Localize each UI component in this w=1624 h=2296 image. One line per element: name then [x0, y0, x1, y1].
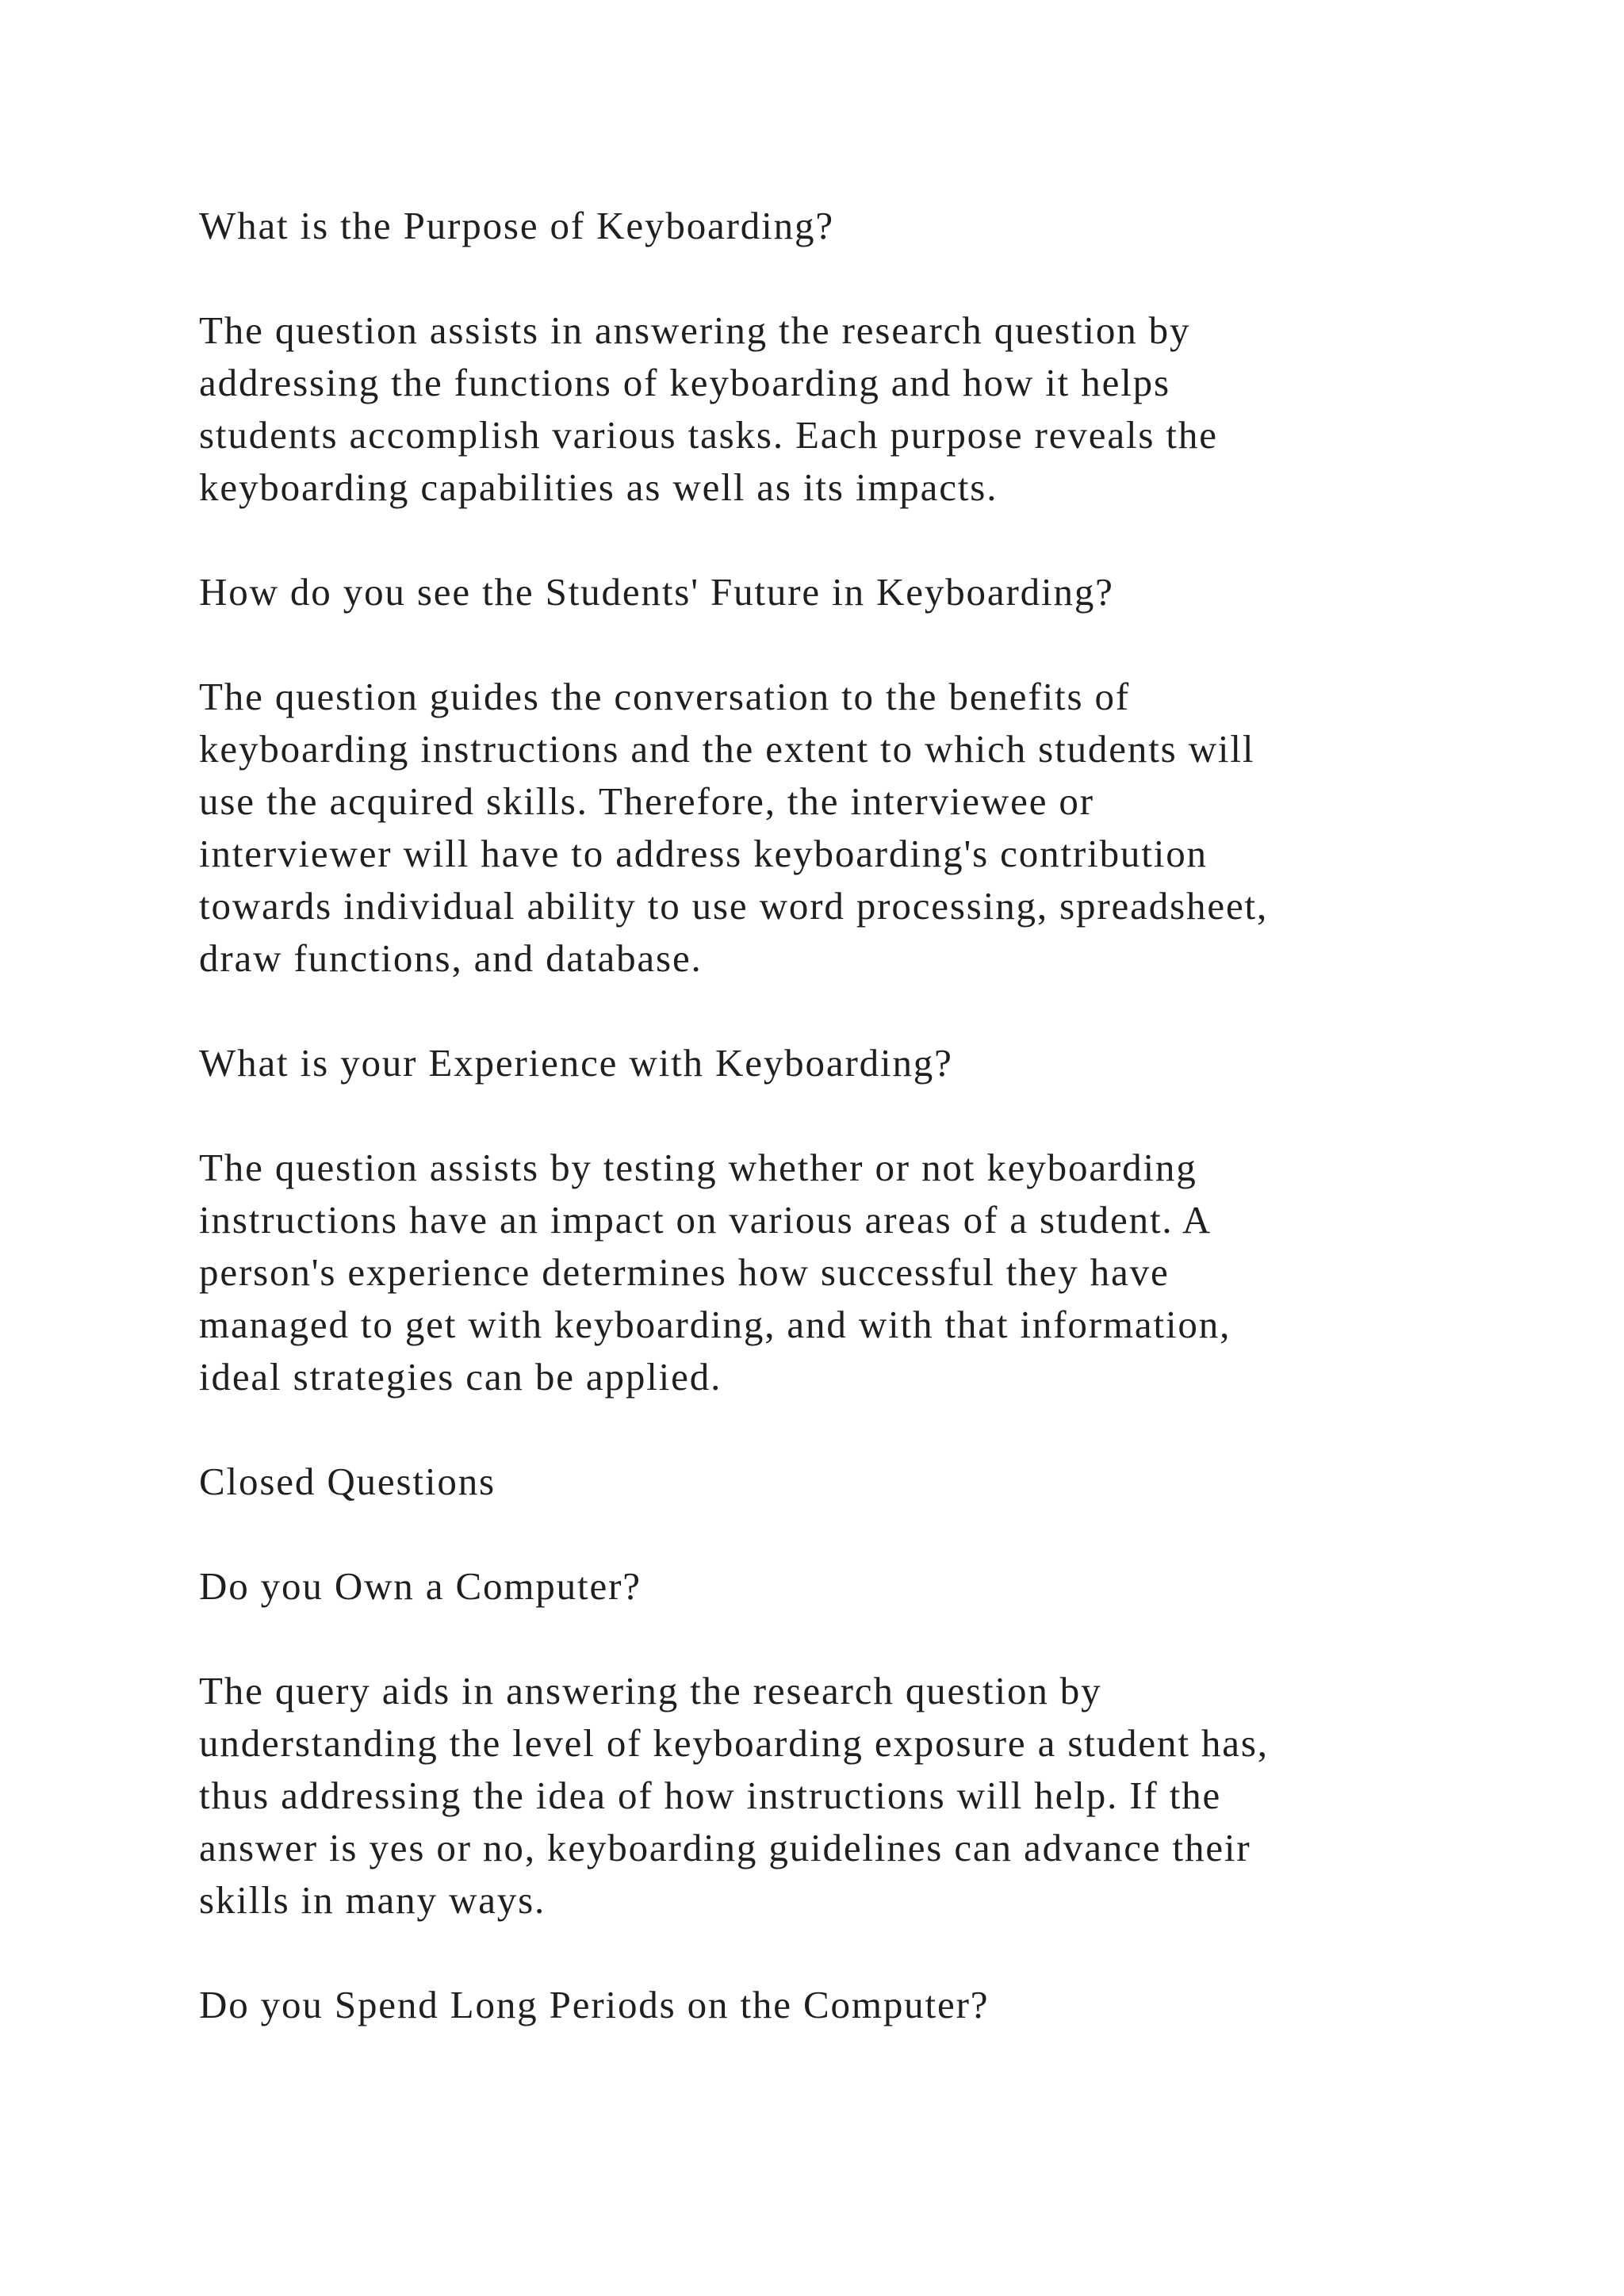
text-line: understanding the level of keyboarding exposure a student has,	[199, 1721, 1269, 1765]
text-line: managed to get with keyboarding, and with that information,	[199, 1303, 1231, 1346]
text-line: towards individual ability to use word processing, spreadsheet,	[199, 884, 1269, 928]
text-line: use the acquired skills. Therefore, the interviewee or	[199, 779, 1094, 823]
text-line: keyboarding capabilities as well as its impacts.	[199, 465, 998, 509]
text-line: The question assists by testing whether or not keyboarding	[199, 1146, 1197, 1189]
text-line: Do you Spend Long Periods on the Computer?	[199, 1983, 990, 2026]
question-heading-long-periods	[199, 1979, 1468, 2031]
text-line: ideal strategies can be applied.	[199, 1355, 722, 1399]
question-heading-purpose	[199, 200, 1468, 252]
paragraph-future-explanation	[199, 671, 1468, 985]
text-line: interviewer will have to address keyboarding's contribution	[199, 832, 1208, 875]
paragraph-experience-explanation	[199, 1142, 1468, 1403]
text-line: students accomplish various tasks. Each purpose reveals the	[199, 413, 1218, 457]
text-line: draw functions, and database.	[199, 936, 703, 980]
text-line: Closed Questions	[199, 1460, 496, 1503]
text-line: The question assists in answering the research question by	[199, 308, 1191, 352]
section-heading-closed-questions	[199, 1456, 1468, 1508]
document-body	[199, 200, 1468, 2084]
text-line: skills in many ways.	[199, 1878, 546, 1922]
question-heading-experience	[199, 1037, 1468, 1089]
question-heading-own-computer	[199, 1560, 1468, 1613]
text-line: addressing the functions of keyboarding and how it helps	[199, 361, 1170, 404]
paragraph-own-computer-explanation	[199, 1665, 1468, 1927]
text-line: The query aids in answering the research question by	[199, 1669, 1102, 1712]
text-line: The question guides the conversation to the benefits of	[199, 675, 1131, 718]
text-line: Do you Own a Computer?	[199, 1564, 642, 1608]
paragraph-purpose-explanation	[199, 304, 1468, 514]
text-line: thus addressing the idea of how instructions will help. If the	[199, 1774, 1222, 1817]
text-line: How do you see the Students' Future in Keyboarding?	[199, 570, 1114, 614]
text-line: keyboarding instructions and the extent to which students will	[199, 727, 1255, 771]
question-heading-future	[199, 566, 1468, 618]
text-line: What is your Experience with Keyboarding?	[199, 1041, 953, 1085]
text-line: person's experience determines how successful they have	[199, 1250, 1170, 1294]
text-line: instructions have an impact on various areas of a student. A	[199, 1198, 1212, 1242]
text-line: answer is yes or no, keyboarding guidelines can advance their	[199, 1826, 1251, 1869]
text-line: What is the Purpose of Keyboarding?	[199, 204, 834, 247]
